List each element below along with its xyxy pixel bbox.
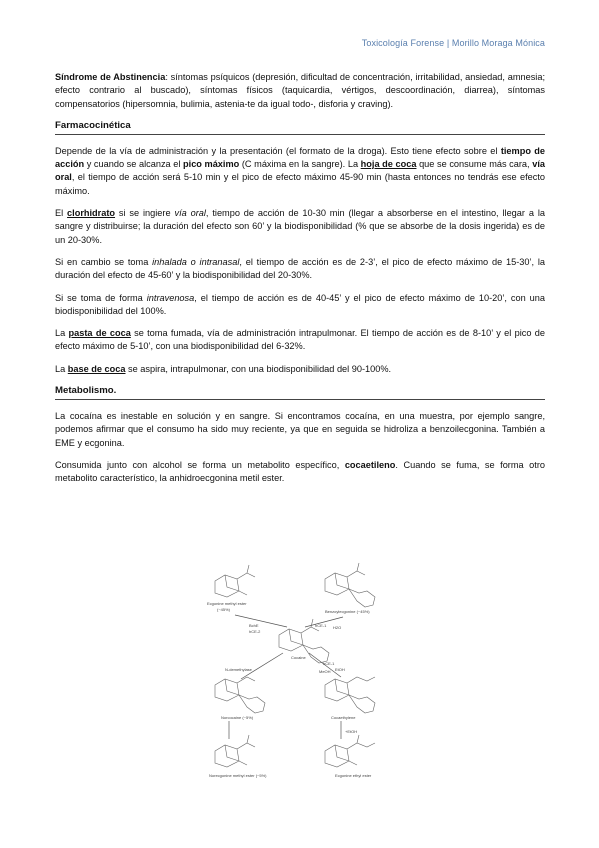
italic-term: vía oral bbox=[174, 208, 206, 219]
abstinencia-term: Síndrome de Abstinencia bbox=[55, 72, 166, 82]
text-run: . Cuando se fuma, se forma otro metabolito característico, la anhidroecgonina metil ester. bbox=[55, 459, 545, 484]
text-run: Depende de la vía de administración y la presentación (el formato de la droga). Esto tiene efecto sobre el bbox=[55, 145, 501, 156]
italic-term: inhalada o intranasal bbox=[152, 256, 240, 267]
label-ecgonine-ethyl-ester: Ecgonine ethyl ester bbox=[335, 773, 372, 778]
label-enzyme-hce1-b: hCE-1 bbox=[323, 661, 335, 666]
label-benzoylecgonine: Benzoylecgonine (~45%) bbox=[325, 609, 370, 614]
label-eme-pct: (~45%) bbox=[217, 607, 231, 612]
bold-term: vía oral bbox=[55, 159, 545, 183]
farmacocinetica-paragraph-6 bbox=[55, 363, 545, 376]
label-meoh: MeOH bbox=[319, 669, 331, 674]
farmacocinetica-paragraph-3 bbox=[55, 256, 545, 283]
molecule-ecgonine-ethyl-ester bbox=[325, 735, 375, 767]
italic-term: intravenosa bbox=[146, 292, 195, 303]
arrow-cocaine-to-norcocaine bbox=[241, 653, 283, 679]
molecule-norecgonine-methyl-ester bbox=[215, 735, 255, 767]
label-enzyme-hce2: hCE-2 bbox=[249, 629, 261, 634]
underlined-term: clorhidrato bbox=[67, 208, 116, 219]
text-run: se aspira, intrapulmonar, con una biodisponibilidad del 90-100%. bbox=[125, 363, 392, 374]
cocaine-metabolism-figure bbox=[195, 561, 405, 791]
farmacocinetica-paragraph-1 bbox=[55, 145, 545, 198]
bold-term: pico máximo bbox=[183, 159, 240, 170]
label-cocaethylene: Cocaethylene bbox=[331, 715, 356, 720]
text-run: La bbox=[55, 363, 68, 374]
text-run: que se consume más cara, bbox=[416, 159, 533, 170]
farmacocinetica-paragraph-2 bbox=[55, 207, 545, 247]
metabolismo-paragraph-2 bbox=[55, 459, 545, 486]
farmacocinetica-paragraph-4 bbox=[55, 292, 545, 319]
molecule-eme bbox=[215, 565, 255, 597]
molecule-benzoylecgonine bbox=[325, 563, 375, 607]
label-cocaine: Cocaine bbox=[291, 655, 306, 660]
molecule-cocaethylene bbox=[325, 677, 375, 713]
farmacocinetica-paragraph-5 bbox=[55, 327, 545, 354]
text-run: se toma fumada, vía de administración intrapulmonar. El tiempo de acción es de 8-10’ y el pico de efecto máximo de 5-10’, con una biodisponibilidad del 6-32%. bbox=[55, 328, 545, 352]
text-run: (C máxima en la sangre). La bbox=[239, 159, 361, 170]
text-run: Si se toma de forma bbox=[55, 292, 147, 303]
underlined-term: base de coca bbox=[67, 363, 126, 374]
text-run: , tiempo de acción de 10-30 min (llegar a absorberse en el intestino, llegar a la sangre y distribuirse; la duración del efecto son 60’ y la biodisponibilidad (% que se absorbe de la dosis ingerida) es de un 20-30%. bbox=[55, 208, 545, 245]
abstinencia-text: : síntomas psíquicos (depresión, dificultad de concentración, irritabilidad, ansiedad, amnesia; efecto contrario al buscado), síntomas físicos (taquicardia, vértigos, descoordinación, diarrea), síntomas compensatorios (hipersomnia, bulimia, astenia-te da igual todo-, disforia y craving). bbox=[55, 72, 545, 109]
bold-term: tiempo de acción bbox=[55, 145, 546, 170]
label-etoh: EtOH bbox=[335, 667, 345, 672]
text-run: si se ingiere bbox=[115, 208, 175, 219]
underlined-term: pasta de coca bbox=[68, 328, 131, 339]
molecule-norcocaine bbox=[215, 677, 265, 713]
page-header: Toxicología Forense | Morillo Moraga Mónica bbox=[361, 38, 545, 48]
section-metabolismo-heading: Metabolismo. bbox=[55, 385, 545, 400]
metabolismo-paragraph-1: La cocaína es inestable en solución y en sangre. Si encontramos cocaína, en una muestra, por ejemplo sangre, podemos afirmar que el consumo ha sido muy reciente, ya que en seguida se hidroliza a benzoilecgonina. También a EME y ecgonina. bbox=[55, 411, 545, 448]
metabolism-diagram bbox=[195, 561, 405, 791]
text-run: , el tiempo de acción es de 40-45’ y el pico de efecto máximo de 10-20’, con una biodisponibilidad del 100%. bbox=[55, 292, 546, 316]
label-h2o: H2O bbox=[333, 625, 342, 630]
label-eme: Ecgonine methyl ester bbox=[207, 601, 247, 606]
text-run: Consumida junto con alcohol se forma un metabolito específico, bbox=[55, 459, 345, 470]
label-enzyme-bche: BchE bbox=[249, 623, 259, 628]
text-run: , el tiempo de acción es de 2-3’, el pico de efecto máximo de 15-30’, la duración del efecto de 45-60’ y la biodisponibilidad del 20-30%. bbox=[55, 256, 546, 281]
text-run: , el tiempo de acción será 5-10 min y el pico de efecto máximo 45-90 min (hasta entonces no tendrás ese efecto máximo. bbox=[55, 172, 545, 196]
text-run: y cuando se alcanza el bbox=[84, 159, 184, 170]
label-plus-etoh: +EtOH bbox=[345, 729, 358, 734]
label-n-demethylase: N-demethylase bbox=[225, 667, 252, 672]
text-run: Si en cambio se toma bbox=[55, 256, 153, 267]
text-run: La bbox=[55, 328, 69, 339]
label-norecgonine-methyl-ester: Norecgonine methyl ester (~5%) bbox=[209, 773, 267, 778]
section-farmacocinetica-heading: Farmacocinética bbox=[55, 120, 545, 135]
label-norcocaine: Norcocaine (~5%) bbox=[221, 715, 254, 720]
abstinencia-paragraph bbox=[55, 71, 545, 111]
document-body bbox=[55, 71, 545, 495]
arrow-cocaine-to-eme bbox=[235, 615, 287, 627]
bold-term: cocaetileno bbox=[344, 459, 396, 470]
underlined-term: hoja de coca bbox=[360, 159, 417, 170]
text-run: El bbox=[55, 208, 68, 219]
label-enzyme-hce1: hCE-1 bbox=[315, 623, 327, 628]
